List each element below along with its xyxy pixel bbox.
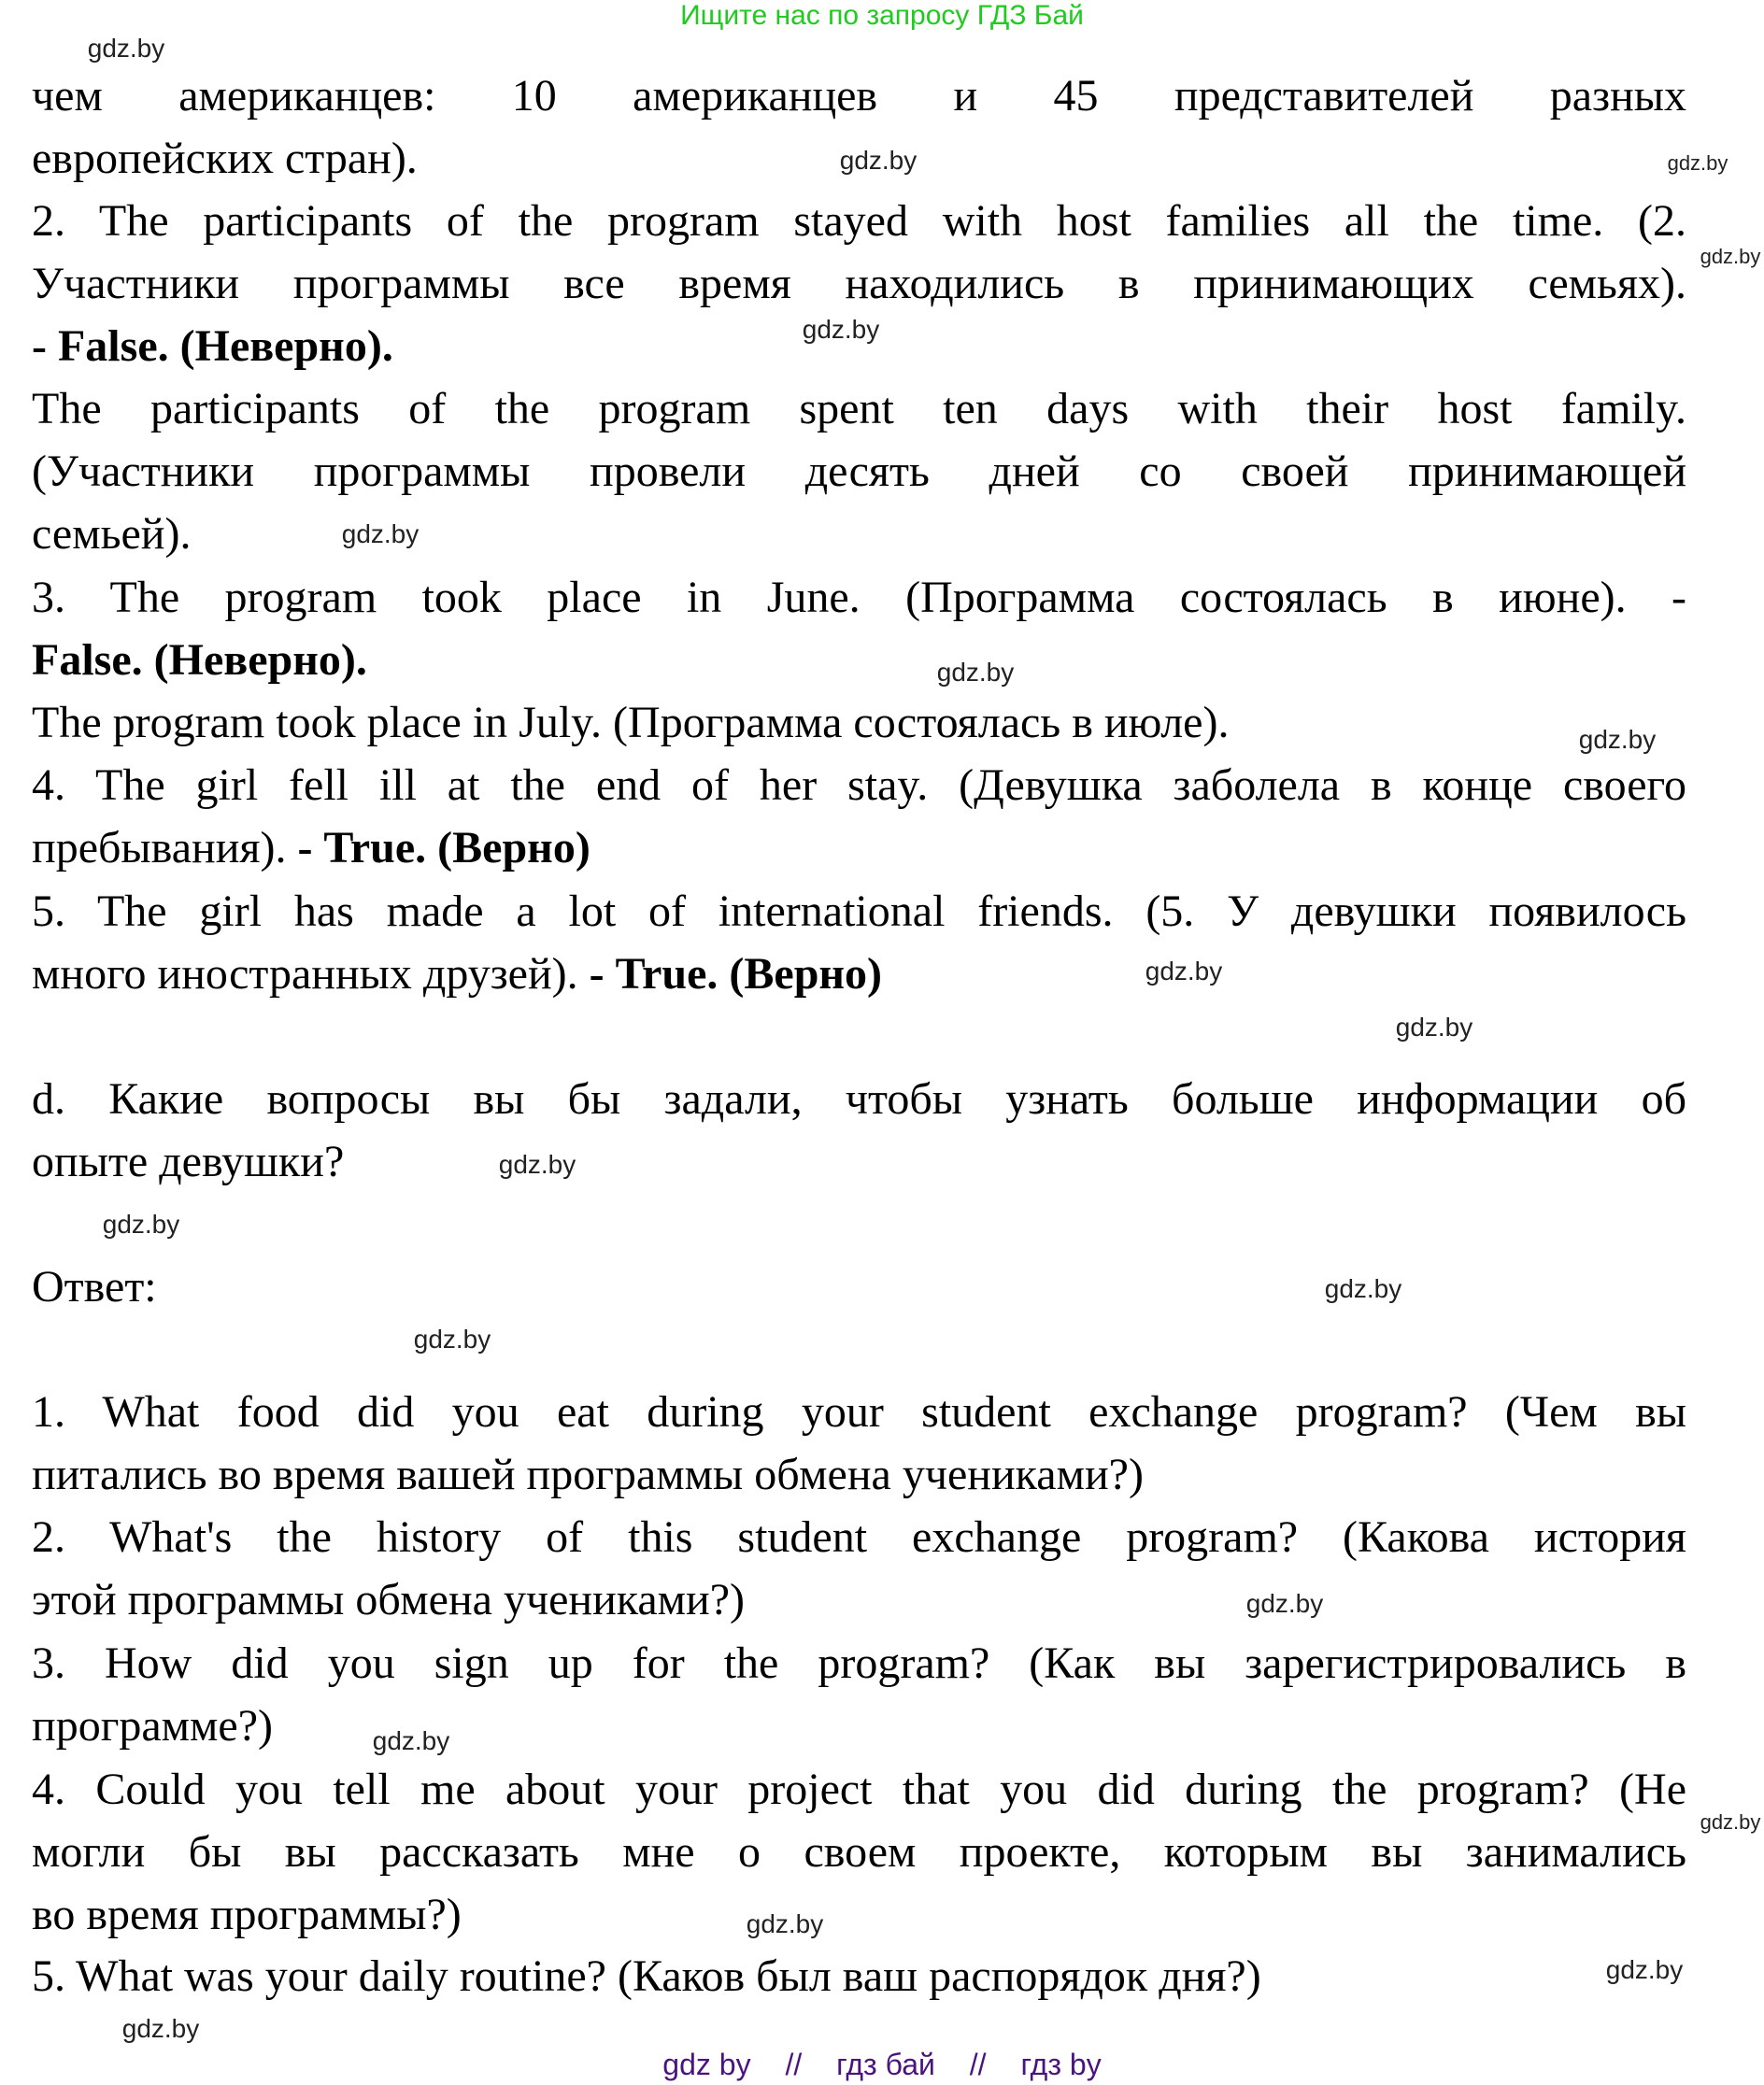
footer-link-gdz-bai[interactable]: гдз бай — [836, 2048, 935, 2081]
text-line: во время программы?) — [32, 1890, 462, 1939]
text-line: 4. Could you tell me about your project that you did during the program? (Не — [32, 1765, 1686, 1814]
watermark: gdz.by — [372, 1726, 450, 1755]
watermark: gdz.by — [1667, 151, 1728, 175]
watermark: gdz.by — [839, 146, 918, 175]
text-line: 2. What's the history of this student exchange program? (Какова история — [32, 1512, 1686, 1562]
watermark: gdz.by — [802, 315, 880, 344]
text-line: The participants of the program spent ten days with their host family. — [32, 384, 1686, 433]
text-line: 4. The girl fell ill at the end of her stay. (Девушка заболела в конце своего — [32, 760, 1686, 810]
text-line: семьей). — [32, 509, 192, 559]
watermark: gdz.by — [746, 1909, 824, 1938]
watermark: gdz.by — [498, 1150, 576, 1179]
watermark: gdz.by — [1245, 1589, 1324, 1618]
text-line: этой программы обмена учениками?) — [32, 1575, 746, 1624]
text-line: могли бы вы рассказать мне о своем проекте, которым вы занимались — [32, 1827, 1686, 1877]
statement-3 — [32, 566, 1686, 691]
answer-label: Ответ: — [32, 1262, 157, 1312]
text-line: опыте девушки? — [32, 1137, 345, 1186]
watermark: gdz.by — [341, 519, 420, 548]
watermark: gdz.by — [1605, 1955, 1684, 1984]
watermark: gdz.by — [1395, 1013, 1473, 1042]
task-d — [32, 1068, 1686, 1193]
text-line: 5. The girl has made a lot of international friends. (5. У девушки появилось — [32, 886, 1686, 936]
answer-true: - True. (Верно) — [589, 949, 883, 999]
search-banner: Ищите нас по запросу ГДЗ Бай — [680, 0, 1084, 31]
question-1 — [32, 1381, 1686, 1506]
text-line: много иностранных друзей). — [32, 949, 590, 999]
answer-true: - True. (Верно) — [297, 823, 590, 872]
footer-link-gdz-by-ru[interactable]: гдз by — [1020, 2048, 1102, 2081]
answer-false: False. (Неверно). — [32, 635, 367, 685]
text-line: 3. The program took place in June. (Программа состоялась в июне). - — [32, 573, 1686, 622]
watermark: gdz.by — [87, 34, 165, 63]
text-line: чем американцев: 10 американцев и 45 представителей разных — [32, 71, 1686, 121]
footer-separator: // — [785, 2048, 803, 2081]
footer-link-gdz-by[interactable]: gdz by — [662, 2048, 751, 2081]
watermark: gdz.by — [936, 658, 1015, 687]
text-line: (Участники программы провели десять дней со своей принимающей — [32, 447, 1686, 496]
statement-4 — [32, 754, 1686, 879]
text-line: d. Какие вопросы вы бы задали, чтобы узнать больше информации об — [32, 1074, 1686, 1124]
statement-5 — [32, 880, 1686, 1005]
question-5 — [32, 1945, 1686, 2007]
answer-false: - False. (Неверно). — [32, 321, 393, 371]
watermark: gdz.by — [102, 1210, 180, 1239]
text-line: 1. What food did you eat during your student exchange program? (Чем вы — [32, 1387, 1686, 1437]
text-line: пребывания). — [32, 823, 298, 872]
watermark: gdz.by — [121, 2014, 200, 2043]
footer-links — [0, 2046, 1764, 2083]
text-line: 2. The participants of the program stayed with host families all the time. (2. — [32, 196, 1686, 246]
watermark: gdz.by — [1578, 725, 1657, 754]
text-line: Участники программы все время находились в принимающих семьях). — [32, 259, 1686, 308]
text-line: европейских стран). — [32, 134, 418, 183]
watermark: gdz.by — [1700, 245, 1761, 268]
text-line: The program took place in July. (Программа состоялась в июле). — [32, 698, 1230, 747]
text-line: питались во время вашей программы обмена учениками?) — [32, 1450, 1144, 1499]
text-line: программе?) — [32, 1701, 274, 1751]
question-2 — [32, 1506, 1686, 1631]
watermark: gdz.by — [413, 1325, 491, 1354]
watermark: gdz.by — [1324, 1274, 1402, 1303]
correction-2 — [32, 377, 1686, 565]
footer-separator: // — [969, 2048, 987, 2081]
text-line: 5. What was your daily routine? (Каков был ваш распорядок дня?) — [32, 1951, 1261, 2001]
text-line: 3. How did you sign up for the program? (Как вы зарегистрировались в — [32, 1638, 1686, 1688]
question-3 — [32, 1632, 1686, 1757]
correction-3 — [32, 691, 1686, 754]
question-4 — [32, 1758, 1686, 1946]
watermark: gdz.by — [1700, 1810, 1761, 1834]
statement-2 — [32, 190, 1686, 377]
watermark: gdz.by — [1145, 957, 1223, 986]
